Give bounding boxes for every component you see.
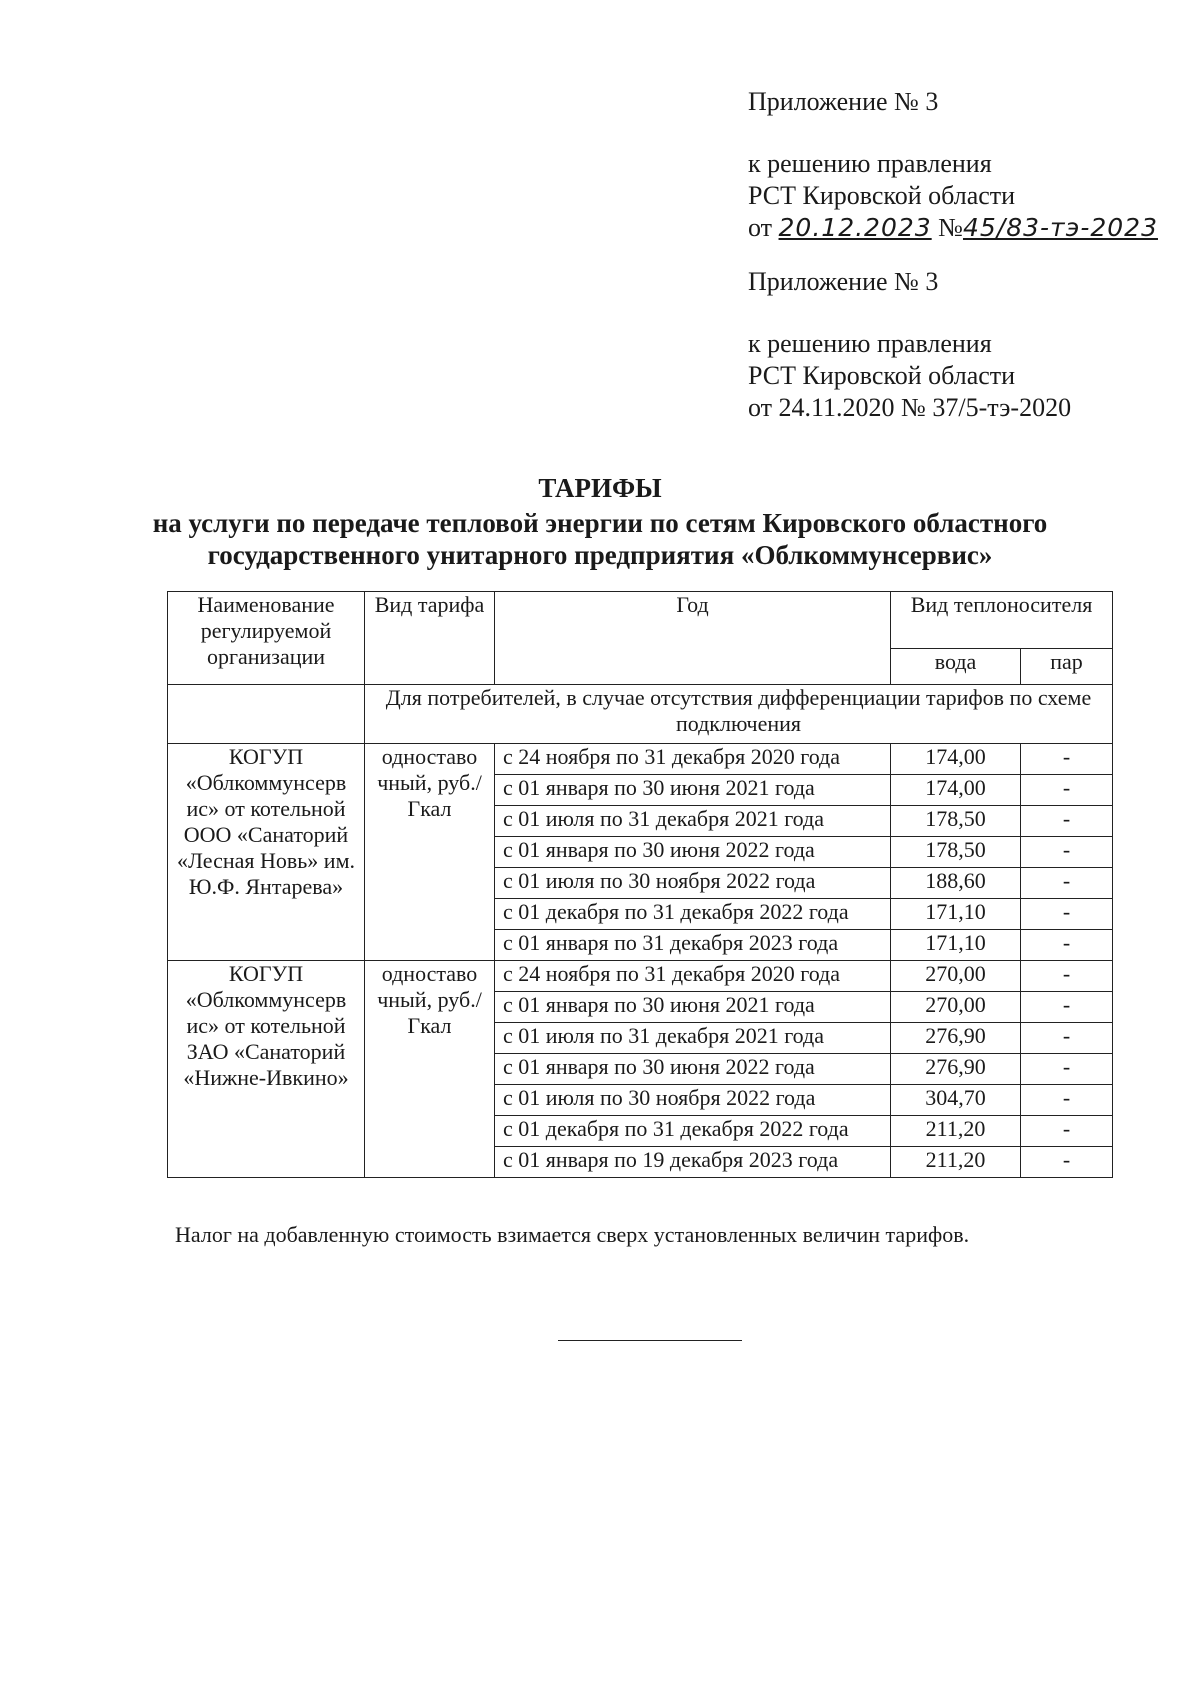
header-tariff-type: Вид тарифа bbox=[365, 592, 495, 685]
water-value-cell: 188,60 bbox=[891, 868, 1021, 899]
period-cell: с 01 июля по 30 ноября 2022 года bbox=[495, 1085, 891, 1116]
period-cell: с 01 января по 19 декабря 2023 года bbox=[495, 1147, 891, 1178]
tariffs-table bbox=[167, 591, 1113, 1178]
water-value-cell: 174,00 bbox=[891, 744, 1021, 775]
period-cell: с 01 января по 31 декабря 2023 года bbox=[495, 930, 891, 961]
water-value-cell: 276,90 bbox=[891, 1054, 1021, 1085]
org-name-cell: КОГУП «Облкоммунсерв ис» от котельной ООО «Санаторий «Лесная Новь» им. Ю.Ф. Янтарева» bbox=[168, 744, 365, 961]
document-subtitle-line1: на услуги по передаче тепловой энергии по сетям Кировского областного bbox=[152, 508, 1048, 538]
water-value-cell: 171,10 bbox=[891, 930, 1021, 961]
number-prefix: № bbox=[938, 213, 963, 242]
closing-divider bbox=[558, 1340, 742, 1341]
appendix-new-line2: РСТ Кировской области bbox=[748, 181, 1016, 210]
period-cell: с 01 июля по 30 ноября 2022 года bbox=[495, 868, 891, 899]
steam-value-cell: - bbox=[1021, 837, 1113, 868]
water-value-cell: 270,00 bbox=[891, 992, 1021, 1023]
appendix-old-line2: РСТ Кировской области bbox=[748, 361, 1016, 390]
appendix-new-date-line bbox=[748, 212, 1158, 243]
period-cell: с 01 декабря по 31 декабря 2022 года bbox=[495, 1116, 891, 1147]
appendix-old-label: Приложение № 3 bbox=[748, 267, 939, 296]
water-value-cell: 174,00 bbox=[891, 775, 1021, 806]
water-value-cell: 211,20 bbox=[891, 1116, 1021, 1147]
table-consumers-row bbox=[168, 685, 1113, 744]
tariff-type-cell: одноставо чный, руб./Гкал bbox=[365, 961, 495, 1178]
period-cell: с 01 декабря по 31 декабря 2022 года bbox=[495, 899, 891, 930]
steam-value-cell: - bbox=[1021, 1147, 1113, 1178]
steam-value-cell: - bbox=[1021, 992, 1113, 1023]
document-subtitle-line2: государственного унитарного предприятия «Облкоммунсервис» bbox=[207, 540, 993, 570]
period-cell: с 01 июля по 31 декабря 2021 года bbox=[495, 806, 891, 837]
document-title: ТАРИФЫ bbox=[538, 473, 662, 503]
header-carrier: Вид теплоносителя bbox=[891, 592, 1113, 649]
period-cell: с 01 января по 30 июня 2022 года bbox=[495, 1054, 891, 1085]
appendix-new-label: Приложение № 3 bbox=[748, 87, 939, 116]
table-header-row bbox=[168, 592, 1113, 649]
steam-value-cell: - bbox=[1021, 1085, 1113, 1116]
water-value-cell: 171,10 bbox=[891, 899, 1021, 930]
date-prefix: от bbox=[748, 213, 773, 242]
table-row bbox=[168, 961, 1113, 992]
water-value-cell: 178,50 bbox=[891, 837, 1021, 868]
period-cell: с 24 ноября по 31 декабря 2020 года bbox=[495, 961, 891, 992]
table-row bbox=[168, 744, 1113, 775]
appendix-old-line3: от 24.11.2020 № 37/5-тэ-2020 bbox=[748, 393, 1072, 422]
steam-value-cell: - bbox=[1021, 1054, 1113, 1085]
header-consumers: Для потребителей, в случае отсутствия дифференциации тарифов по схеме подключения bbox=[365, 685, 1113, 744]
steam-value-cell: - bbox=[1021, 868, 1113, 899]
steam-value-cell: - bbox=[1021, 930, 1113, 961]
org-name-cell: КОГУП «Облкоммунсерв ис» от котельной ЗАО «Санаторий «Нижне-Ивкино» bbox=[168, 961, 365, 1178]
period-cell: с 01 июля по 31 декабря 2021 года bbox=[495, 1023, 891, 1054]
water-value-cell: 270,00 bbox=[891, 961, 1021, 992]
water-value-cell: 211,20 bbox=[891, 1147, 1021, 1178]
water-value-cell: 178,50 bbox=[891, 806, 1021, 837]
appendix-new-line1: к решению правления bbox=[748, 149, 992, 178]
steam-value-cell: - bbox=[1021, 744, 1113, 775]
steam-value-cell: - bbox=[1021, 1023, 1113, 1054]
handwritten-number: 45/83-тэ-2023 bbox=[962, 213, 1158, 242]
handwritten-date: 20.12.2023 bbox=[778, 213, 932, 242]
header-water: вода bbox=[891, 649, 1021, 685]
steam-value-cell: - bbox=[1021, 775, 1113, 806]
water-value-cell: 276,90 bbox=[891, 1023, 1021, 1054]
steam-value-cell: - bbox=[1021, 1116, 1113, 1147]
appendix-old-line1: к решению правления bbox=[748, 329, 992, 358]
steam-value-cell: - bbox=[1021, 899, 1113, 930]
steam-value-cell: - bbox=[1021, 806, 1113, 837]
vat-note: Налог на добавленную стоимость взимается сверх установленных величин тарифов. bbox=[175, 1222, 970, 1247]
steam-value-cell: - bbox=[1021, 961, 1113, 992]
header-steam: пар bbox=[1021, 649, 1113, 685]
period-cell: с 24 ноября по 31 декабря 2020 года bbox=[495, 744, 891, 775]
header-org: Наименование регулируемой организации bbox=[168, 592, 365, 685]
header-year: Год bbox=[495, 592, 891, 685]
period-cell: с 01 января по 30 июня 2022 года bbox=[495, 837, 891, 868]
period-cell: с 01 января по 30 июня 2021 года bbox=[495, 992, 891, 1023]
period-cell: с 01 января по 30 июня 2021 года bbox=[495, 775, 891, 806]
tariff-type-cell: одноставо чный, руб./Гкал bbox=[365, 744, 495, 961]
water-value-cell: 304,70 bbox=[891, 1085, 1021, 1116]
